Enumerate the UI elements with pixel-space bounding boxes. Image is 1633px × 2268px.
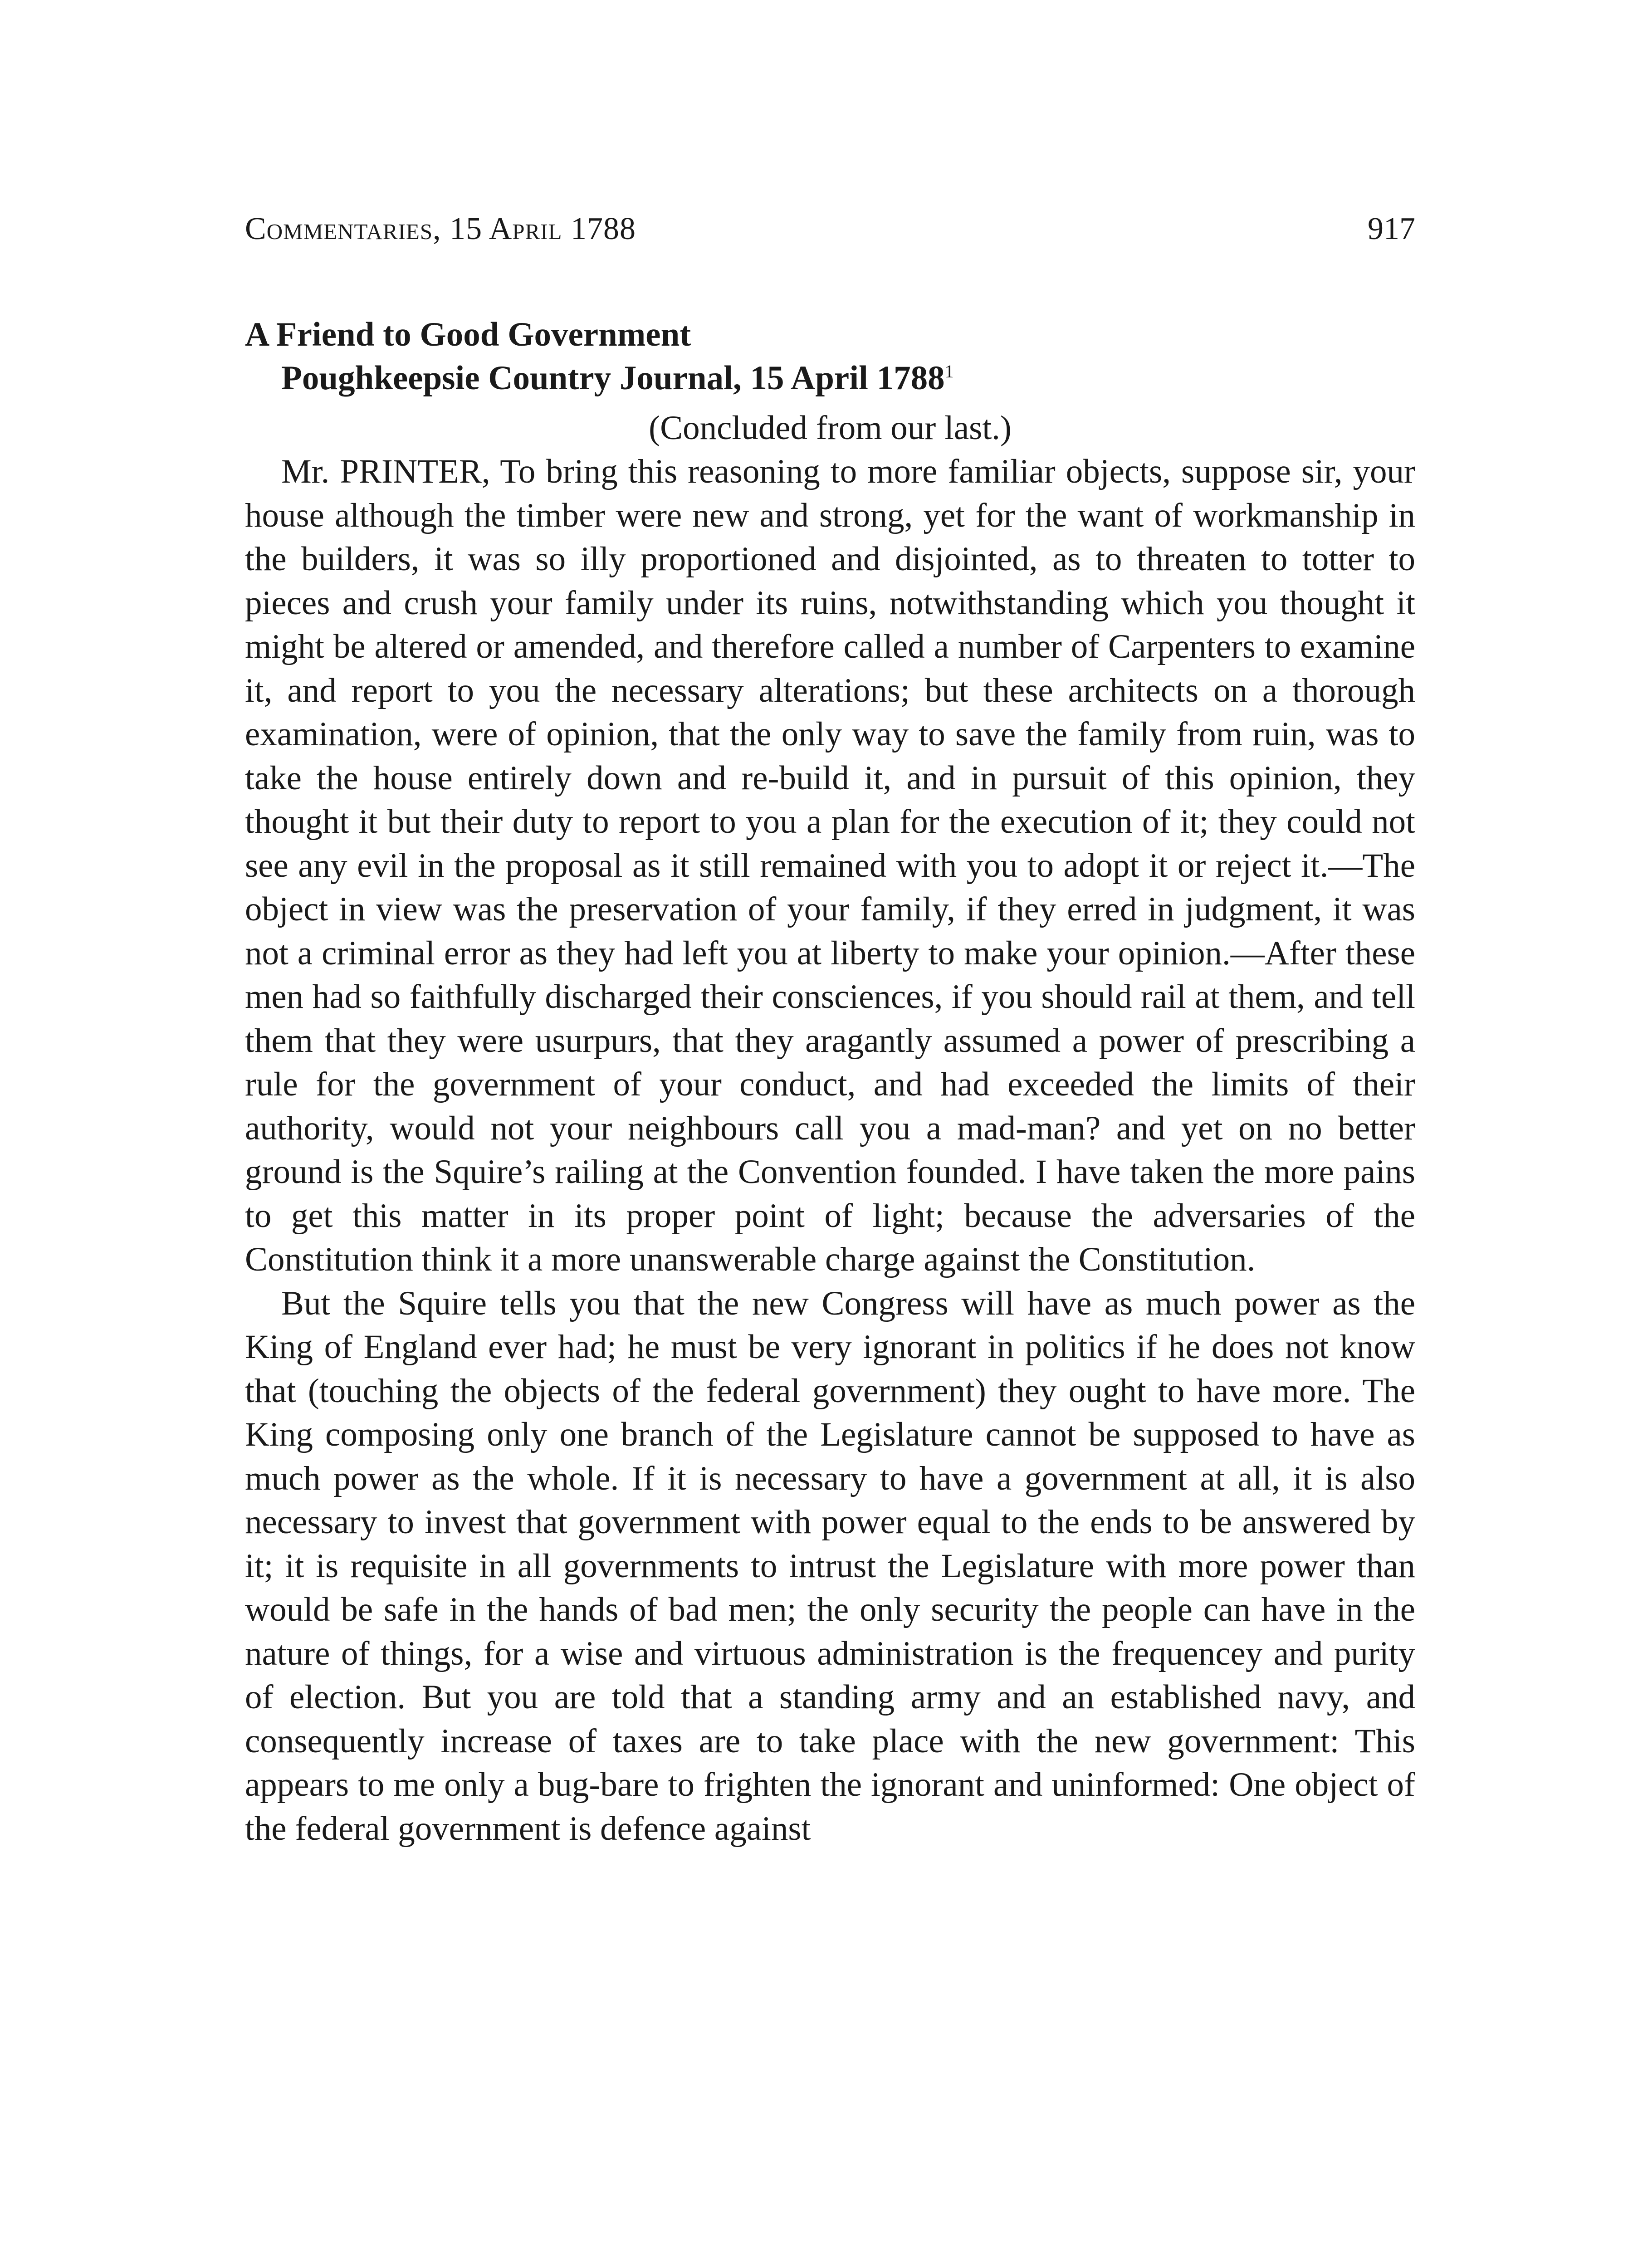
article-subhead: (Concluded from our last.): [649, 409, 1012, 447]
running-head-title: Commentaries, 15 April 1788: [245, 211, 636, 246]
article-body: [245, 450, 1415, 1851]
page-number: 917: [1368, 211, 1415, 246]
article-source: Poughkeepsie Country Journal, 15 April 1788: [281, 359, 945, 397]
article-title: A Friend to Good Government: [245, 316, 691, 353]
footnote-ref: 1: [944, 361, 954, 381]
body-paragraph: Mr. PRINTER, To bring this reasoning to more familiar objects, suppose sir, your house although the timber were new and strong, yet for the want of workmanship in the builders, it was so illy proportioned and disjointed, as to threaten to totter to pieces and crush your family under its ruins, notwithstanding which you thought it might be altered or amended, and therefore called a number of Carpenters to examine it, and report to you the necessary alterations; but these architects on a thorough examination, were of opinion, that the only way to save the family from ruin, was to take the house entirely down and re-build it, and in pursuit of this opinion, they thought it but their duty to report to you a plan for the execution of it; they could not see any evil in the proposal as it still remained with you to adopt it or reject it.—The object in view was the preservation of your family, if they erred in judgment, it was not a criminal error as they had left you at liberty to make your opinion.—After these men had so faithfully discharged their consciences, if you should rail at them, and tell them that they were usurpurs, that they aragantly assumed a power of prescribing a rule for the government of your conduct, and had exceeded the limits of their authority, would not your neighbours call you a mad-man? and yet on no better ground is the Squire’s railing at the Convention founded. I have taken the more pains to get this matter in its proper point of light; because the adversaries of the Constitution think it a more unanswerable charge against the Constitution.: [245, 453, 1415, 1278]
body-paragraph: But the Squire tells you that the new Congress will have as much power as the King of England ever had; he must be very ignorant in politics if he does not know that (touching the objects of the federal government) they ought to have more. The King composing only one branch of the Legislature cannot be supposed to have as much power as the whole. If it is necessary to have a government at all, it is also necessary to invest that government with power equal to the ends to be answered by it; it is requisite in all governments to intrust the Legislature with more power than would be safe in the hands of bad men; the only security the people can have in the nature of things, for a wise and virtuous administration is the frequencey and purity of election. But you are told that a standing army and an established navy, and consequently increase of taxes are to take place with the new government: This appears to me only a bug-bare to frighten the ignorant and uninformed: One object of the federal government is defence against: [245, 1284, 1415, 1848]
article-title-block: [245, 313, 1415, 400]
document-page: [245, 213, 1415, 1851]
article-source-line: [245, 357, 1415, 400]
running-head: [245, 213, 1415, 254]
